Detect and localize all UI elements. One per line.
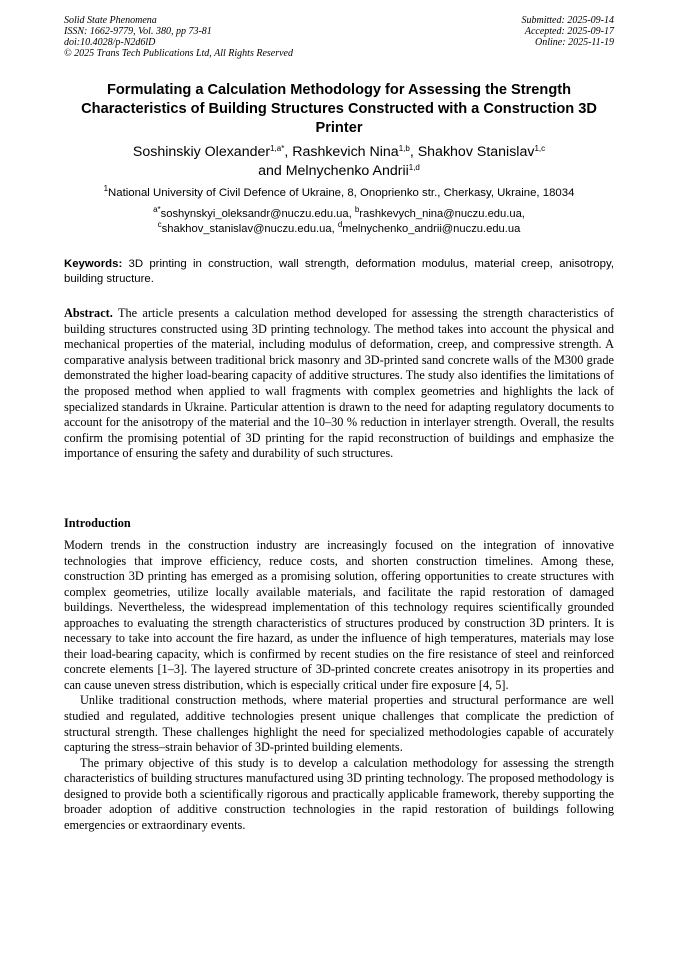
email-link[interactable]: soshynskyi_oleksandr@nuczu.edu.ua [160,208,349,220]
keywords [64,257,614,287]
paragraph: Modern trends in the construction industry are increasingly focused on the integration of innovative technologies that improve efficiency, reduce costs, and shorten construction timelines. Among these, construction 3D printing has emerged as a promising solution, offering opportunities to create structures with complex geometries, utilize locally available materials, and facilitate the rapid restoration of damaged buildings. Nevertheless, the widespread implementation of this technology requires scientifically grounded approaches to evaluating the strength characteristics of structures produced by construction 3D printers. It is necessary to take into account the fire hazard, as under the influence of high temperatures, materials may lose their load-bearing capacity, which is confirmed by recent studies on the fire resistance of steel and reinforced concrete elements [1–3]. The layered structure of 3D-printed concrete creates anisotropy in its properties and can cause uneven stress distribution, which is especially critical under fire exposure [4, 5]. [64,538,614,692]
author-name: Shakhov Stanislav [417,144,535,160]
paragraph: Unlike traditional construction methods, where material properties and structural performance are well studied and regulated, additive technologies present unique challenges that complicate the prediction of structural strength. These challenges highlight the need for specialized methodologies capable of accurately capturing the stress–strain behavior of 3D-printed building elements. [64,693,614,755]
abstract-label: Abstract. [64,306,113,320]
email-link[interactable]: rashkevych_nina@nuczu.edu.ua [359,208,522,220]
author-sup: 1,c [534,144,546,153]
journal-name: Solid State Phenomena [64,15,157,26]
author-sup: 1,b [398,144,410,153]
copyright-line: © 2025 Trans Tech Publications Ltd, All Rights Reserved [64,48,293,59]
section-heading: Introduction [64,516,131,530]
email-link[interactable]: shakhov_stanislav@nuczu.edu.ua [161,223,332,235]
paragraph: The primary objective of this study is to develop a calculation methodology for assessing the strength characteristics of building structures manufactured using 3D printing technology. The proposed methodology is designed to provide both a scientifically rigorous and practically applicable framework, thereby supporting the broader adoption of additive construction technologies in the rapid restoration of buildings following emergencies or extraordinary events. [64,755,614,832]
abstract-text: The article presents a calculation method developed for assessing the strength characteristics of building structures constructed using 3D printing technology. The method takes into account the physical and mechanical properties of the material, including modulus of deformation, creep, and compressive strength. A comparative analysis between traditional brick masonry and 3D-printed sand concrete walls of the M300 grade demonstrated the higher load-bearing capacity of additive structures. The study also identifies the limitations of the proposed method when applied to wall fragments with complex geometries and highlights the lack of specialized standards in Ukraine. Particular attention is drawn to the need for adapting regulatory documents to account for the anisotropy of the material and the 10–30 % reduction in interlayer strength. Overall, the results confirm the promising potential of 3D printing for the rapid reconstruction of buildings and emphasize the importance of ensuring the safety and durability of such structures. [64,306,614,461]
publication-dates [522,15,615,48]
affiliation [64,186,614,201]
paper-title: Formulating a Calculation Methodology for Assessing the Strength Characteristics of Building Structures Constructed with a Construction 3D Printer [81,82,597,136]
introduction-body [64,538,614,833]
author-sup: 1,a* [270,144,285,153]
accepted-date: Accepted: 2025-09-17 [524,26,614,37]
author-name: Rashkevich Nina [292,144,399,160]
online-date: Online: 2025-11-19 [535,37,614,48]
author-name: Soshinskiy Olexander [132,144,271,160]
doi-line: doi:10.4028/p-N2d6lD [64,37,156,48]
affiliation-sup: 1 [103,184,109,193]
author-name: and Melnychenko Andrii [258,163,409,179]
keywords-text: 3D printing in construction, wall strength, deformation modulus, material creep, anisotropy, building structure. [64,258,614,285]
journal-info [64,15,293,59]
issn-line: ISSN: 1662-9779, Vol. 380, pp 73-81 [64,26,212,37]
affiliation-text: National University of Civil Defence of Ukraine, 8, Onoprienko str., Cherkasy, Ukraine, 18034 [108,187,575,199]
author-list: Soshinskiy Olexander$^{1,a*}$, Rashkevich Nina$^{1,b}$, Shakhov Stanislav$^{1,c}$ and Melnychenko Andrii$^{1,d}$ [132,144,546,179]
author-emails: $^{a*}$soshynskyi_oleksandr@nuczu.edu.ua, $^b$rashkevych_nina@nuczu.edu.ua, $^c$shakhov_stanislav@nuczu.edu.ua, $^d$melnychenko_andrii@nuczu.edu.ua [153,205,525,235]
keywords-label: Keywords: [64,258,123,270]
abstract [64,306,614,462]
email-link[interactable]: melnychenko_andrii@nuczu.edu.ua [342,223,521,235]
submitted-date: Submitted: 2025-09-14 [521,15,614,26]
author-sup: 1,d [408,163,420,172]
